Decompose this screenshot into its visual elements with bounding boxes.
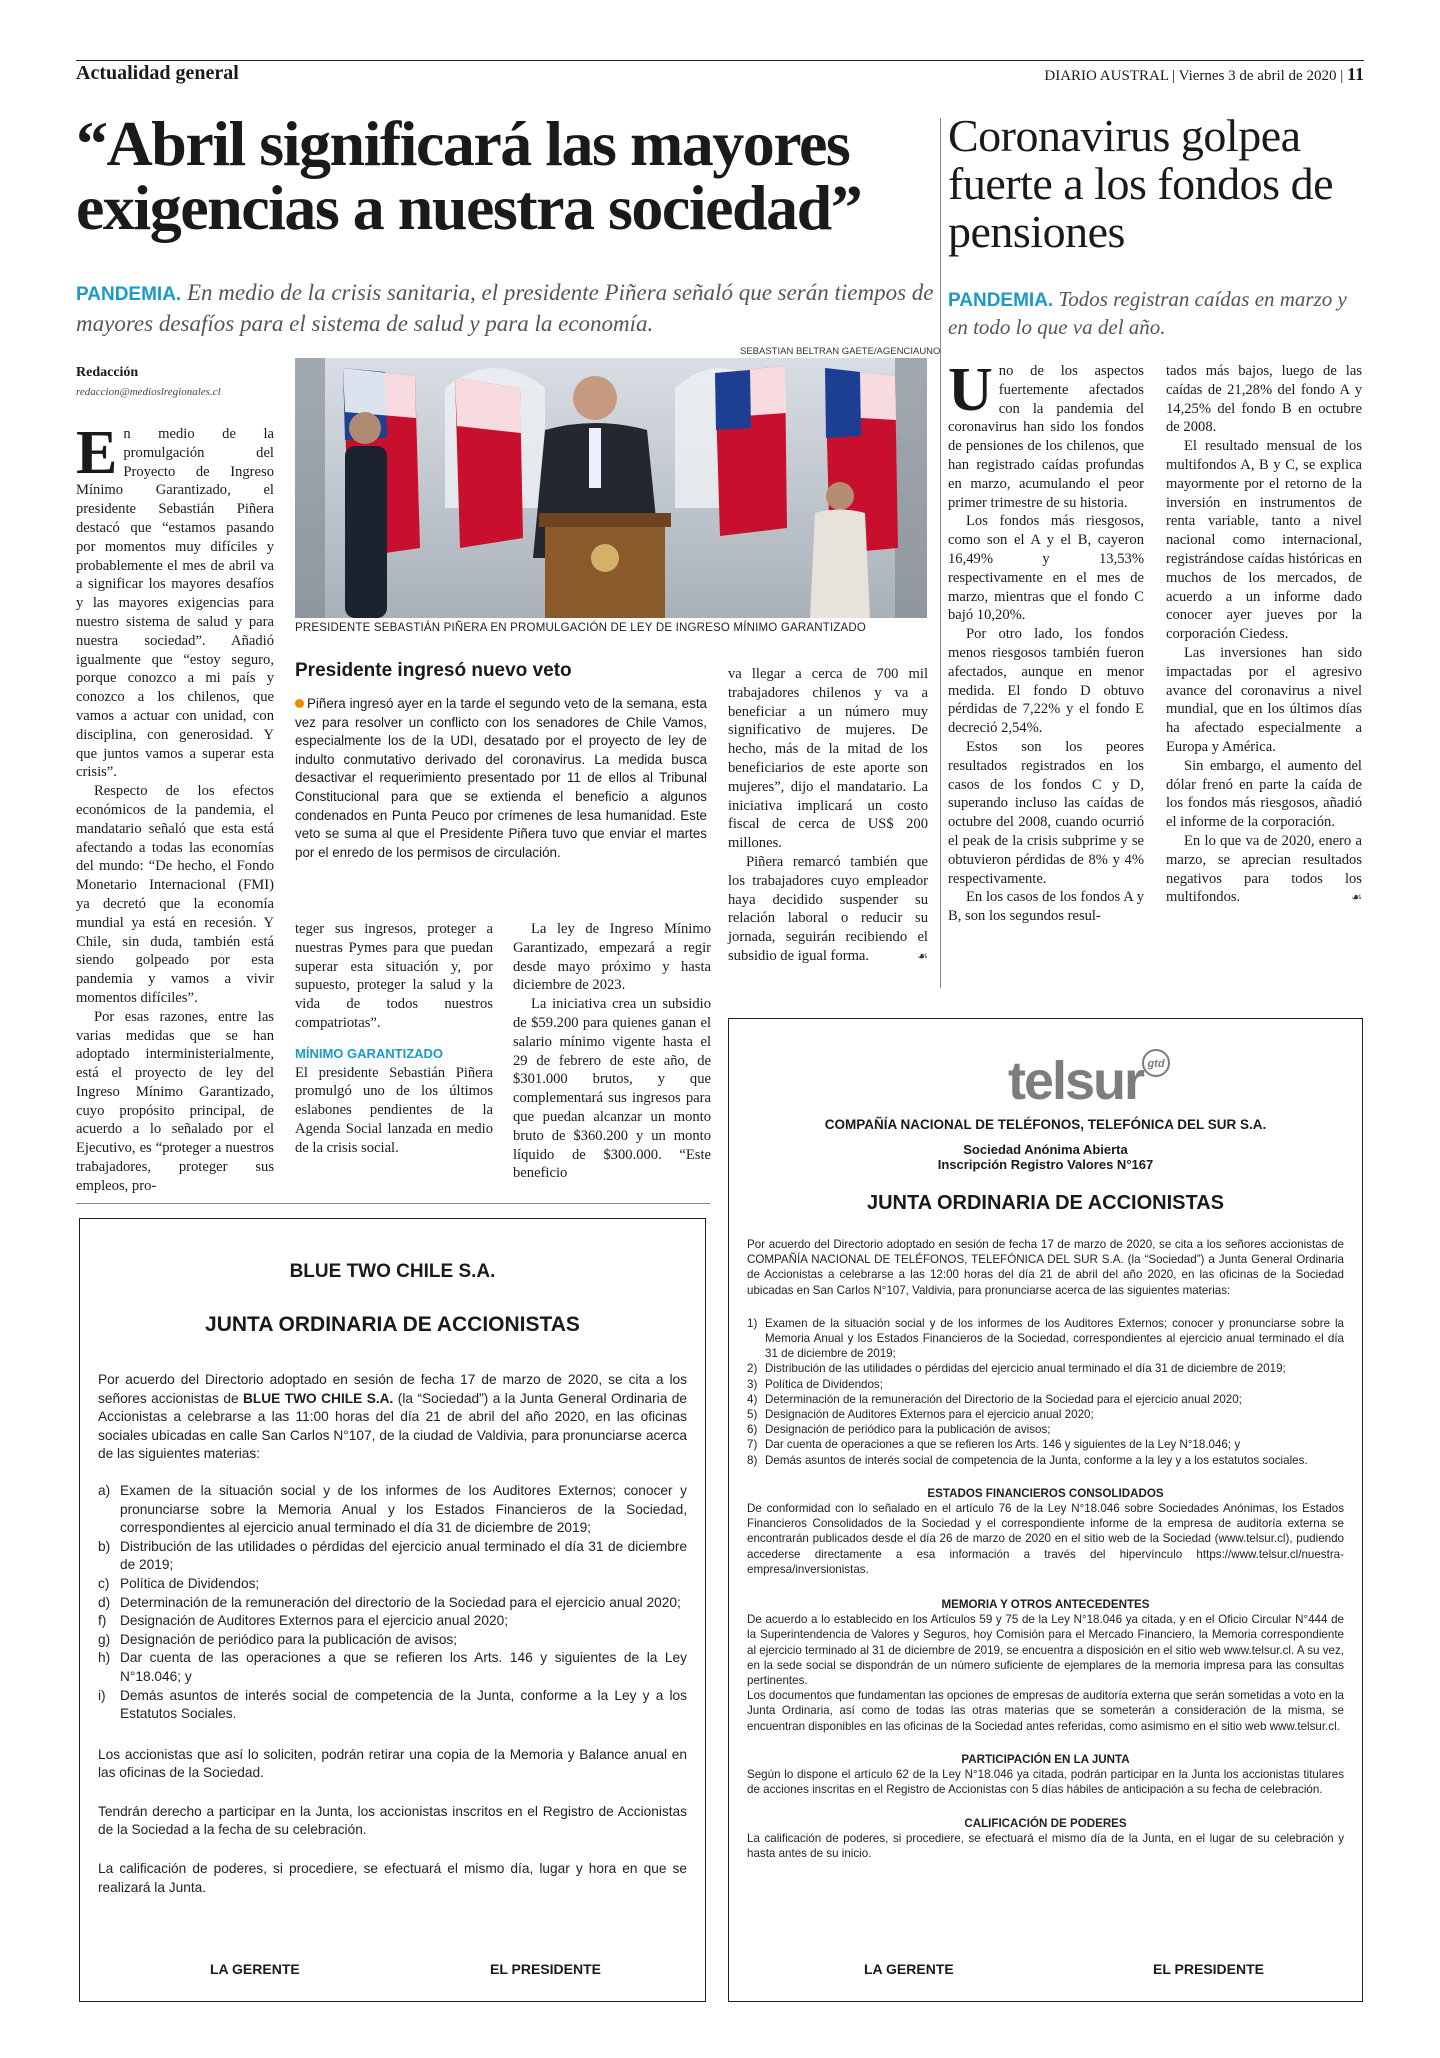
article-column-1 xyxy=(76,419,274,1196)
ad2-sub2: Inscripción Registro Valores N°167 xyxy=(937,1157,1154,1172)
side-col2-paragraph-4: Sin embargo, el aumento del dólar frenó en parte la caída de los fondos más riesgosos, añadió el informe de la corporación. xyxy=(1166,757,1362,831)
side-col1-paragraph-1: Uno de los aspectos fuertemente afectados con la pandemia del coronavirus han sido los fondos de pensiones de los chilenos, que han registrado caídas profundas en marzo, acumulando el peor primer trimestre de su historia. xyxy=(948,356,1144,511)
mini-subhead: MÍNIMO GARANTIZADO xyxy=(295,1045,444,1061)
side-col1-paragraph-4: Estos son los peores resultados registrados en los casos de los fondos C y D, superando incluso las caídas de octubre del 2008, cuando ocurrió el peak de la crisis subprime y se obtuvieron pérdidas de 8% y 4% respectivamente. xyxy=(948,738,1144,887)
agenda-item-text: Dar cuenta de las operaciones a que se refieren los Arts. 146 y siguientes de la Ley N°18.046; y xyxy=(120,1650,687,1684)
ad1-paragraph-2: Tendrán derecho a participar en la Junta, los accionistas inscritos en el Registro de Accionistas de la Sociedad a la fecha de su celebración. xyxy=(98,1803,687,1838)
agenda-item xyxy=(98,1612,687,1631)
agenda-item-text: Designación de Auditores Externos para el ejercicio anual 2020; xyxy=(120,1613,509,1629)
article-column-2b xyxy=(513,920,711,1183)
ad2-text-1: De conformidad con lo señalado en el artículo 76 de la Ley N°18.046 sobre Sociedades Anónimas, los Estados Financieros Consolidados de la Sociedad y el correspondiente informe de la empresa de auditoría externa se encontrarán publicados desde el día 26 de marzo de 2020 en el sitio web de la Sociedad (www.telsur.cl), pudiendo accederse directamente a esa información a través del hipervínculo https://www.telsur.cl/nuestra-empresa/inversionistas. xyxy=(747,1502,1344,1576)
agenda-item-marker: 4) xyxy=(747,1392,758,1406)
ad2-heading-1: ESTADOS FINANCIEROS CONSOLIDADOS xyxy=(927,1486,1164,1500)
ad1-intro: Por acuerdo del Directorio adoptado en sesión de fecha 17 de marzo de 2020, se cita a los señores accionistas de BLUE TWO CHILE S.A. (la “Sociedad”) a la Junta General Ordinaria de Accionistas a celebrarse a las 11:00 horas del día 21 de abril del año 2020, en las oficinas sociales ubicadas en calle San Carlos N°107, de la ciudad de Valdivia, para pronunciarse acerca de las siguientes materias: xyxy=(98,1372,687,1462)
agenda-item xyxy=(747,1392,1344,1407)
agenda-item xyxy=(747,1422,1344,1437)
nuevo-veto-box xyxy=(295,695,707,862)
main-kicker: PANDEMIA. xyxy=(76,284,182,305)
agenda-item-marker: 7) xyxy=(747,1438,758,1452)
agenda-item-text: Determinación de la remuneración del Directorio de la Sociedad para el ejercicio anual 2020; xyxy=(765,1392,1242,1406)
ad1-paragraph-3: La calificación de poderes, si procediere, se efectuará el mismo día, lugar y hora en que se realizará la Junta. xyxy=(98,1861,687,1895)
gtd-badge: gtd xyxy=(1147,1058,1165,1070)
ad2-company: COMPAÑÍA NACIONAL DE TELÉFONOS, TELEFÓNICA DEL SUR S.A. xyxy=(824,1117,1267,1132)
side-lede: PANDEMIA. Todos registran caídas en marzo y en todo lo que va del año. xyxy=(948,287,1347,339)
ad2-agenda-list xyxy=(747,1316,1344,1468)
bullet-icon xyxy=(295,699,304,708)
ad2-text-2b: Los documentos que fundamentan las opciones de empresas de auditoría externa que serán sometidas a voto en la Junta Ordinaria, así como de todas las otras materias que se someterán a consideración de la misma, se encuentran disponibles en las oficinas de la Sociedad antes referidas, como asimismo en el sitio web www.telsur.cl. xyxy=(747,1689,1344,1733)
section-title: Actualidad general xyxy=(76,62,239,84)
press-photo xyxy=(295,358,927,618)
agenda-item-marker: a) xyxy=(98,1482,111,1498)
agenda-item-text: Política de Dividendos; xyxy=(765,1377,883,1391)
agenda-item-text: Designación de periódico para la publicación de avisos; xyxy=(120,1631,458,1647)
article-column-3 xyxy=(728,665,928,966)
agenda-item-text: Designación de periódico para la publicación de avisos; xyxy=(765,1423,1051,1437)
photo-credit: SEBASTIAN BELTRAN GAETE/AGENCIAUNO xyxy=(740,346,941,357)
col2b-paragraph-1: La ley de Ingreso Mínimo Garantizado, empezará a regir desde mayo próximo y hasta diciembre de 2023. xyxy=(513,921,711,994)
side-kicker: PANDEMIA. xyxy=(948,290,1054,311)
telsur-logo xyxy=(1004,1047,1184,1113)
ad2-heading-4: CALIFICACIÓN DE PODERES xyxy=(964,1816,1127,1830)
agenda-item xyxy=(747,1437,1344,1452)
byline-email[interactable]: redaccion@medioslregionales.cl xyxy=(76,386,221,398)
main-lede-text: En medio de la crisis sanitaria, el presidente Piñera señaló que serán tiempos de mayores desafíos para el sistema de salud y para la economía. xyxy=(76,280,934,336)
page-number: 11 xyxy=(1346,64,1364,84)
side-col1-paragraph-5: En los casos de los fondos A y B, son los segundos resul- xyxy=(948,889,1144,925)
column-divider xyxy=(940,118,941,988)
ad1-sign-gerente: LA GERENTE xyxy=(210,1961,300,1977)
agenda-item-text: Dar cuenta de operaciones a que se refieren los Arts. 146 y siguientes de la Ley N°18.046; y xyxy=(765,1438,1241,1452)
agenda-item-marker: f) xyxy=(98,1613,107,1629)
byline: Redacción xyxy=(76,365,139,380)
ad2-text-3: Según lo dispone el artículo 62 de la Ley N°18.046 ya citada, podrán participar en la Junta los accionistas titulares de acciones inscritas en el Registro de Accionistas con 5 días hábiles de anticipación a su fecha de celebración. xyxy=(747,1768,1344,1797)
agenda-item-marker: 3) xyxy=(747,1377,758,1391)
agenda-item-marker: 1) xyxy=(747,1316,758,1330)
side-col2-paragraph-5: En lo que va de 2020, enero a marzo, se aprecian resultados negativos para todos los multifondos. ☙ xyxy=(1166,832,1362,906)
main-lede xyxy=(76,278,936,338)
agenda-item-text: Demás asuntos de interés social de competencia de la Junta, conforme a la ley y a los estatutos sociales. xyxy=(765,1453,1308,1467)
side-column-1 xyxy=(948,356,1144,926)
end-mark-icon: ☙ xyxy=(1351,890,1362,905)
col2a-paragraph-1: teger sus ingresos, proteger a nuestras Pymes para que puedan superar esta situación y, por supuesto, proteger la salud y la vida de todos nuestros compatriotas”. xyxy=(295,921,493,1031)
folio: DIARIO AUSTRAL | Viernes 3 de abril de 2020 | 11 xyxy=(1044,64,1364,84)
ad1-company: BLUE TWO CHILE S.A. xyxy=(289,1261,496,1282)
col1-paragraph-3: Por esas razones, entre las varias medidas que se han adoptado interministerialmente, está el proyecto de ley del Ingreso Mínimo Garantizado, cuyo propósito principal, de acuerdo a lo señalado por el Ejecutivo, es “proteger a nuestros trabajadores, proteger sus empleos, pro- xyxy=(76,1008,274,1194)
nuevo-veto-text: Piñera ingresó ayer en la tarde el segundo veto de la semana, esta vez para resolver un conflicto con los senadores de Chile Vamos, especialmente los de la UDI, desatado por el proyecto de ley de indulto conmutativo derivado del coronavirus. La medida busca desactivar el requerimiento presentado por 11 de ellos al Tribunal Constitucional para que se extienda el beneficio a algunos condenados en Punta Peuco por crímenes de lesa humanidad. Este veto se suma al que el Presidente Piñera tuvo que enviar el martes por el enredo de los permisos de circulación. xyxy=(295,696,707,860)
ad1-agenda-list xyxy=(98,1482,687,1724)
agenda-item xyxy=(98,1687,687,1724)
ad1-sign-presidente: EL PRESIDENTE xyxy=(490,1961,601,1977)
agenda-item-marker: h) xyxy=(98,1650,111,1666)
ad2-text-4: La calificación de poderes, si procediere, se efectuará el mismo día de la Junta, en el lugar de su celebración y hasta antes de su inicio. xyxy=(747,1831,1344,1860)
col3-paragraph-2: Piñera remarcó también que los trabajadores cuyo empleador haya decidido suspender su relación laboral o reducir su jornada, seguirán recibiendo el subsidio de igual forma. ☙ xyxy=(728,853,928,964)
ad2-sub1: Sociedad Anónima Abierta xyxy=(963,1142,1128,1157)
agenda-item-text: Determinación de la remuneración del directorio de la Sociedad para el ejercicio anual 2020; xyxy=(120,1594,681,1610)
main-headline: “Abril significará las mayores exigencias a nuestra sociedad” xyxy=(76,108,862,243)
telsur-logo-text: telsur xyxy=(1008,1051,1144,1111)
ad2-sign-presidente: EL PRESIDENTE xyxy=(1153,1961,1264,1977)
agenda-item-text: Examen de la situación social y de los informes de los Auditores Externos; conocer y pronunciarse sobre la Memoria Anual y los Estados Financieros de la Sociedad, correspondientes al ejercicio anual terminado el día 31 de diciembre de 2019; xyxy=(765,1316,1344,1361)
side-col2-paragraph-3: Las inversiones han sido impactadas por el agresivo avance del coronavirus a nivel mundial, que en los últimos días ha afectado especialmente a Europa y América. xyxy=(1166,644,1362,755)
ad-blue-two xyxy=(79,1218,706,2002)
side-col1-paragraph-2: Los fondos más riesgosos, como son el A y el B, cayeron 16,49% y 13,53% respectivamente en el mes de marzo, mientras que el fondo C bajó 10,20%. xyxy=(948,513,1144,624)
side-col2-paragraph-1: tados más bajos, luego de las caídas de 21,28% del fondo A y 14,25% del fondo B en octubre de 2008. xyxy=(1166,363,1362,436)
agenda-item-text: Distribución de las utilidades o pérdidas del ejercicio anual terminado el día 31 de diciembre de 2019; xyxy=(120,1538,687,1573)
col1-paragraph-1: En medio de la promulgación del Proyecto de Ingreso Mínimo Garantizado, el presidente Sebastián Piñera destacó que “estamos pasando por momentos muy difíciles y probablemente el mes de abril va a significar los mayores desafíos y las mayores exigencias para nuestro sistema de salud y para nuestra sociedad”. Añadió igualmente que “estoy seguro, porque conozco a mi país y conozco a los chilenos, que vamos a actuar con unidad, con disciplina, con generosidad. Y que juntos vamos a superar esta crisis”. xyxy=(76,419,274,781)
ad2-heading-2: MEMORIA Y OTROS ANTECEDENTES xyxy=(941,1598,1150,1612)
side-col1-paragraph-3: Por otro lado, los fondos menos riesgosos también fueron afectados, aunque en menor medida. El fondo D obtuvo pérdidas de 7,22% y el fondo E decreció 2,54%. xyxy=(948,626,1144,737)
ad2-intro: Por acuerdo del Directorio adoptado en sesión de fecha 17 de marzo de 2020, se cita a los señores accionistas de COMPAÑÍA NACIONAL DE TELÉFONOS, TELEFÓNICA DEL SUR S.A. (la “Sociedad”) a Junta General Ordinaria de Accionistas a celebrarse a las 12:00 horas del día 21 de abril del año 2020, en las oficinas de la Sociedad ubicadas en San Carlos N°107, Valdivia, para pronunciarse acerca de las siguientes materias: xyxy=(747,1238,1344,1297)
agenda-item-marker: g) xyxy=(98,1631,111,1647)
agenda-item-text: Demás asuntos de interés social de competencia de la Junta, conforme a la Ley y a los Estatutos Sociales. xyxy=(120,1687,687,1722)
ad2-text-2: De acuerdo a lo establecido en los Artículos 59 y 75 de la Ley N°18.046 ya citada, y en el Oficio Circular N°444 de la Superintendencia de Valores y Seguros, hoy Comisión para el Mercado Financiero, la Memoria correspondiente al ejercicio terminado al 31 de diciembre de 2019, se encuentra a disposición en el sitio web www.telsur.cl. A su vez, en la sede social se dispondrán de un número suficiente de ejemplares de la memoria impresa para las consultas pertinentes. xyxy=(747,1613,1344,1688)
agenda-item xyxy=(747,1407,1344,1422)
col3-paragraph-1: va llegar a cerca de 700 mil trabajadores chilenos y va a beneficiar a un número muy significativo de mujeres. De hecho, más de la mitad de los beneficiarios de este aporte son mujeres”, dijo el mandatario. La iniciativa implicará un costo fiscal de cerca de US$ 200 millones. xyxy=(728,666,928,852)
ad2-title: JUNTA ORDINARIA DE ACCIONISTAS xyxy=(866,1192,1225,1214)
agenda-item-text: Distribución de las utilidades o pérdidas del ejercicio anual terminado el día 31 de diciembre de 2019; xyxy=(765,1362,1286,1376)
agenda-item xyxy=(98,1482,687,1538)
col2b-paragraph-2: La iniciativa crea un subsidio de $59.200 para quienes ganan el salario mínimo vigente hasta el 29 de febrero de este año, de $301.000 brutos, y que complementará sus ingresos para que puedan alcanzar un monto bruto de $360.200 y un monto líquido de $300.000. “Este beneficio xyxy=(513,996,711,1182)
agenda-item xyxy=(747,1377,1344,1392)
agenda-item-text: Designación de Auditores Externos para el ejercicio anual 2020; xyxy=(765,1408,1094,1422)
ad1-body xyxy=(98,1371,687,1897)
issue-date: Viernes 3 de abril de 2020 xyxy=(1178,68,1337,84)
ad2-heading-3: PARTICIPACIÓN EN LA JUNTA xyxy=(961,1752,1130,1766)
col1-paragraph-2: Respecto de los efectos económicos de la pandemia, el mandatario señaló que esta está afectando a todas las economías del mundo: “De hecho, el Fondo Monetario Internacional (FMI) ya decretó que la economía mundial ya está en recesión. Y Chile, sin duda, también está siendo golpeado por esta pandemia y vamos a vivir momentos difíciles”. xyxy=(76,783,274,1006)
drop-cap: E xyxy=(76,419,118,487)
agenda-item xyxy=(98,1538,687,1575)
ad2-sign-gerente: LA GERENTE xyxy=(864,1961,954,1977)
ad1-title: JUNTA ORDINARIA DE ACCIONISTAS xyxy=(205,1313,580,1336)
agenda-item xyxy=(98,1649,687,1686)
press-photo-illustration xyxy=(295,358,927,618)
agenda-item-marker: 5) xyxy=(747,1408,758,1422)
side-col2-paragraph-2: El resultado mensual de los multifondos A, B y C, se explica mayormente por el retorno de la inversión en instrumentos de renta variable, tanto a nivel nacional como internacional, registrándose caídas históricas en muchos de los mercados, de acuerdo a un informe dado conocer ayer jueves por la corporación Ciedess. xyxy=(1166,438,1362,643)
side-headline: Coronavirus golpea fuerte a los fondos de pensiones xyxy=(948,110,1333,257)
side-drop-cap: U xyxy=(948,356,993,424)
agenda-item xyxy=(98,1631,687,1650)
col2a-paragraph-2: El presidente Sebastián Piñera promulgó uno de los últimos eslabones pendientes de la Agenda Social lanzada en medio de la crisis social. xyxy=(295,1064,493,1156)
paper-name: DIARIO AUSTRAL xyxy=(1044,68,1169,84)
agenda-item-marker: c) xyxy=(98,1575,110,1591)
photo-caption: PRESIDENTE SEBASTIÁN PIÑERA EN PROMULGACIÓN DE LEY DE INGRESO MÍNIMO GARANTIZADO xyxy=(295,622,867,634)
agenda-item-marker: d) xyxy=(98,1594,111,1610)
agenda-item-marker: i) xyxy=(98,1687,106,1703)
agenda-item xyxy=(747,1361,1344,1376)
agenda-item-marker: b) xyxy=(98,1538,111,1554)
ad2-body xyxy=(747,1237,1344,1861)
agenda-item xyxy=(747,1453,1344,1468)
end-mark-icon: ☙ xyxy=(917,948,928,963)
article-column-2a xyxy=(295,920,493,1158)
agenda-item-text: Política de Dividendos; xyxy=(120,1575,260,1591)
agenda-item-marker: 2) xyxy=(747,1362,758,1376)
agenda-item-marker: 8) xyxy=(747,1453,758,1467)
header-rule xyxy=(76,60,1364,61)
ad1-paragraph-1: Los accionistas que así lo soliciten, podrán retirar una copia de la Memoria y Balance anual en las oficinas de la Sociedad. xyxy=(98,1746,687,1781)
agenda-item-text: Examen de la situación social y de los informes de los Auditores Externos; conocer y pronunciarse sobre la Memoria Anual y los Estados Financieros de la Sociedad, correspondientes al ejercicio anual terminado el día 31 de diciembre de 2019; xyxy=(120,1482,687,1536)
agenda-item xyxy=(747,1316,1344,1362)
agenda-item xyxy=(98,1594,687,1613)
agenda-item xyxy=(98,1575,687,1594)
box-subhead: Presidente ingresó nuevo veto xyxy=(295,660,572,681)
side-column-2 xyxy=(1166,362,1362,907)
ad-top-rule xyxy=(76,1203,710,1204)
ad-telsur xyxy=(728,1018,1363,2002)
agenda-item-marker: 6) xyxy=(747,1423,758,1437)
